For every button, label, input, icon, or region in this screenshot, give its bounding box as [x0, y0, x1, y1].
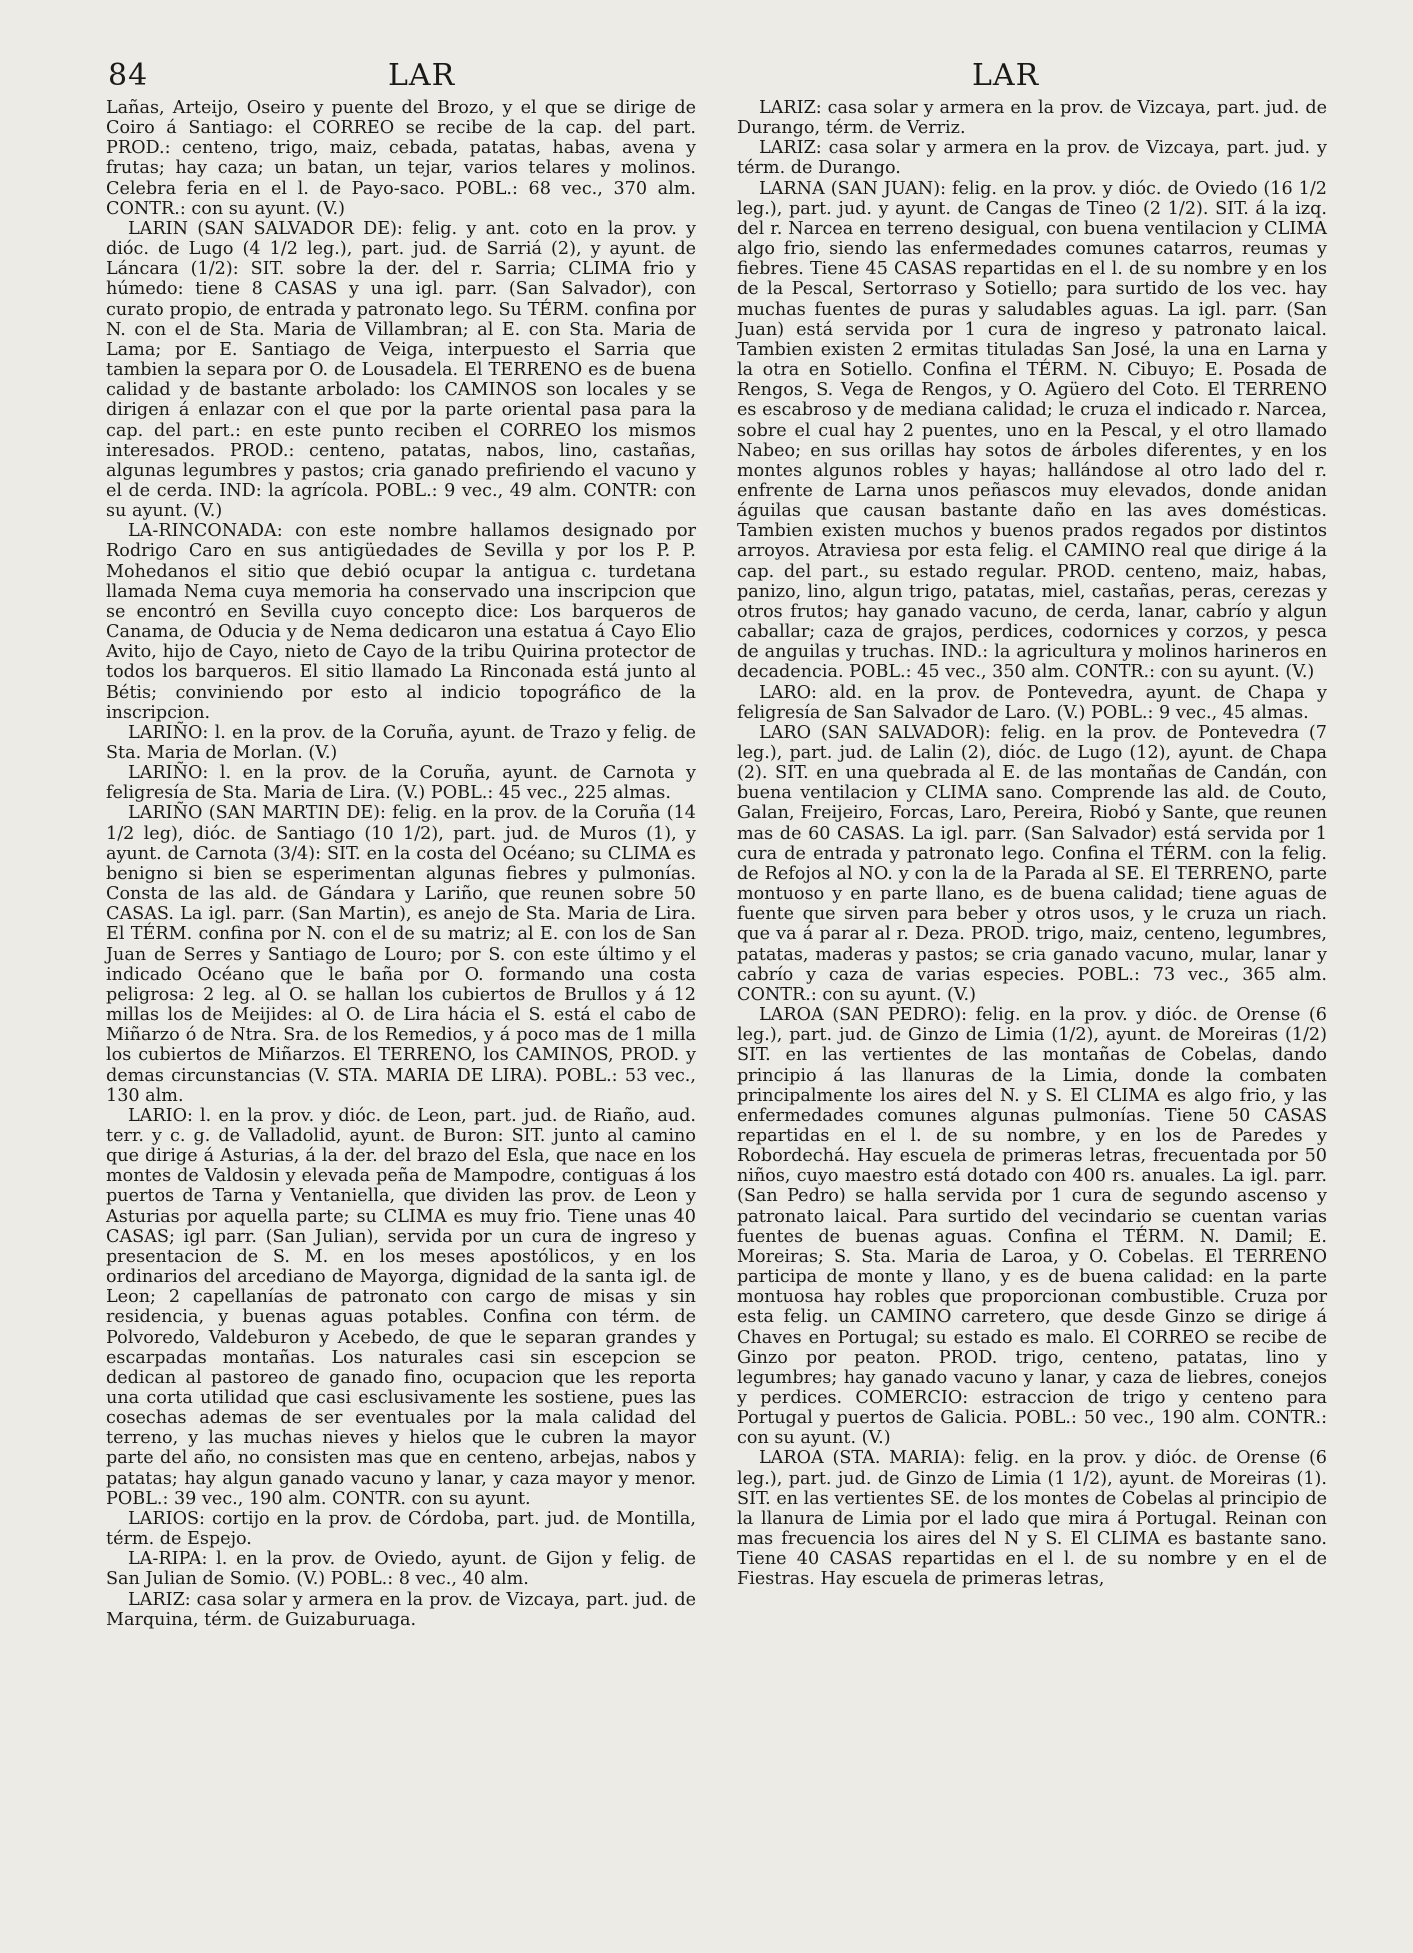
left-entry-4: LARIÑO: l. en la prov. de la Coruña, ayunt. de Carnota y feligresía de Sta. Maria de Lira. (V.) POBL.: 45 vec., 225 almas. [106, 763, 696, 804]
right-entry-6: LAROA (STA. MARIA): felig. en la prov. y dióc. de Orense (6 leg.), part. jud. de Ginzo de Limia (1 1/2), ayunt. de Moreiras (1). SIT. en las vertientes SE. de los montes de Cobelas al principio de la llanura de Limia por el lado que mira á Portugal. Reinan con mas frecuencia los aires del N y S. El CLIMA es bastante sano. Tiene 40 CASAS repartidas en el l. de su nombre y en el de Fiestras. Hay escuela de primeras letras, [737, 1448, 1327, 1590]
right-entry-5: LAROA (SAN PEDRO): felig. en la prov. y dióc. de Orense (6 leg.), part. jud. de Ginzo de Limia (1/2), ayunt. de Moreiras (1/2) SIT. en las vertientes de las montañas de Cobelas, dando principio á las llanuras de la Limia, donde la combaten principalmente los aires del N. y S. El CLIMA es algo frio, y las enfermedades comunes algunas pulmonías. Tiene 50 CASAS repartidas en el l. de su nombre, y en los de Paredes y Robordechá. Hay escuela de primeras letras, frecuentada por 50 niños, cuyo maestro está dotado con 400 rs. anuales. La igl. parr. (San Pedro) se halla servida por 1 cura de segundo ascenso y patronato laical. Para surtido del vecindario se cuentan varias fuentes de buenas aguas. Confina el TÉRM. N. Damil; E. Moreiras; S. Sta. Maria de Laroa, y O. Cobelas. El TERRENO participa de monte y llano, y es de buena calidad: en la parte montuosa hay robles que proporcionan combustible. Cruza por esta felig. un CAMINO carretero, que desde Ginzo se dirige á Chaves en Portugal; su estado es malo. El CORREO se recibe de Ginzo por peaton. PROD. trigo, centeno, patatas, lino y legumbres; hay ganado vacuno y lanar, y caza de liebres, conejos y perdices. COMERCIO: estraccion de trigo y centeno para Portugal y puertos de Galicia. POBL.: 50 vec., 190 alm. CONTR.: con su ayunt. (V.) [737, 1005, 1327, 1449]
left-entry-9: LARIZ: casa solar y armera en la prov. de Vizcaya, part. jud. de Marquina, térm. de Guizaburuaga. [106, 1589, 696, 1630]
right-entry-4: LARO (SAN SALVADOR): felig. en la prov. de Pontevedra (7 leg.), part. jud. de Lalin (2), dióc. de Lugo (12), ayunt. de Chapa (2). SIT. en una quebrada al E. de las montañas de Candán, con buena ventilacion y CLIMA sano. Comprende las ald. de Couto, Galan, Freijeiro, Forcas, Laro, Pereira, Riobó y Sante, que reunen mas de 60 CASAS. La igl. parr. (San Salvador) está servida por 1 cura de entrada y patronato lego. Confina el TÉRM. con la felig. de Refojos al NO. y con la de la Parada al SE. El TERRENO, parte montuoso y en parte llano, es de buena calidad; tiene aguas de fuente que sirven para beber y otros usos, y le cruza un riach. que va á parar al r. Deza. PROD. trigo, maiz, centeno, legumbres, patatas, maderas y pastos; se cria ganado vacuno, mular, lanar y cabrío y caza de varias especies. POBL.: 73 vec., 365 alm. CONTR.: con su ayunt. (V.) [737, 722, 1327, 1005]
left-column [106, 98, 696, 1630]
left-entry-6: LARIO: l. en la prov. y dióc. de Leon, part. jud. de Riaño, aud. terr. y c. g. de Valladolid, ayunt. de Buron: SIT. junto al camino que dirige á Asturias, á la der. del brazo del Esla, que nace en los montes de Valdosin y elevada peña de Mampodre, contiguas á los puertos de Tarna y Ventaniella, que dividen las prov. de Leon y Asturias por aquella parte; su CLIMA es muy frio. Tiene unas 40 CASAS; igl parr. (San Julian), servida por un cura de ingreso y presentacion de S. M. en los meses apostólicos, y en los ordinarios del arcediano de Mayorga, dignidad de la santa igl. de Leon; 2 capellanías de patronato con cargo de misas y sin residencia, y buenas aguas potables. Confina con térm. de Polvoredo, Valdeburon y Acebedo, de que le separan grandes y escarpadas montañas. Los naturales casi sin escepcion se dedican al pastoreo de ganado fino, ocupacion que les reporta una corta utilidad que casi esclusivamente les sostiene, pues las cosechas ademas de ser eventuales por la mala calidad del terreno, y las muchas nieves y hielos que le cubren la mayor parte del año, no consisten mas que en centeno, arbejas, nabos y patatas; hay algun ganado vacuno y lanar, y caza mayor y menor. POBL.: 39 vec., 190 alm. CONTR. con su ayunt. [106, 1105, 696, 1509]
left-entry-7: LARIOS: cortijo en la prov. de Córdoba, part. jud. de Montilla, térm. de Espejo. [106, 1508, 696, 1550]
right-entry-1: LARIZ: casa solar y armera en la prov. de Vizcaya, part. jud. y térm. de Durango. [737, 138, 1327, 179]
left-entry-2: LA-RINCONADA: con este nombre hallamos designado por Rodrigo Caro en sus antigüedades de Sevilla y por los P. P. Mohedanos el sitio que debió ocupar la antigua c. turdetana llamada Nema cuya memoria ha conservado una inscripcion que se encontró en Sevilla cuyo concepto dice: Los barqueros de Canama, de Oducia y de Nema dedicaron una estatua á Cayo Elio Avito, hijo de Cayo, nieto de Cayo de la tribu Quirina protector de todos los barqueros. El sitio llamado La Rinconada está junto al Bétis; conviniendo por esto al indicio topográfico de la inscripcion. [106, 521, 696, 723]
left-entry-5: LARIÑO (SAN MARTIN DE): felig. en la prov. de la Coruña (14 1/2 leg), dióc. de Santiago (10 1/2), part. jud. de Muros (1), y ayunt. de Carnota (3/4): SIT. en la costa del Océano; su CLIMA es benigno si bien se esperimentan algunas fiebres y pulmonías. Consta de las ald. de Gándara y Lariño, que reunen sobre 50 CASAS. La igl. parr. (San Martin), es anejo de Sta. Maria de Lira. El TÉRM. confina por N. con el de su matriz; al E. con los de San Juan de Serres y Santiago de Louro; por S. con este último y el indicado Océano que le baña por O. formando una costa peligrosa: 2 leg. al O. se hallan los cubiertos de Brullos y á 12 millas los de Meijides: al O. de Lira hácia el S. está el cabo de Miñarzo ó de Ntra. Sra. de los Remedios, y á poco mas de 1 milla los cubiertos de Miñarzos. El TERRENO, los CAMINOS, PROD. y demas circunstancias (V. STA. MARIA DE LIRA). POBL.: 53 vec., 130 alm. [106, 803, 696, 1106]
left-running-head: LAR [388, 58, 456, 93]
right-entry-2: LARNA (SAN JUAN): felig. en la prov. y dióc. de Oviedo (16 1/2 leg.), part. jud. y ayunt. de Cangas de Tineo (2 1/2). SIT. á la izq. del r. Narcea en terreno desigual, con buena ventilacion y CLIMA algo frio, siendo las enfermedades comunes catarros, reumas y fiebres. Tiene 45 CASAS repartidas en el l. de su nombre y en los de la Pescal, Sertorraso y Sotiello; para surtido de los vec. hay muchas fuentes de puras y saludables aguas. La igl. parr. (San Juan) está servida por 1 cura de ingreso y patronato laical. Tambien existen 2 ermitas tituladas San José, la una en Larna y la otra en Sotiello. Confina el TÉRM. N. Cibuyo; E. Posada de Rengos, S. Vega de Rengos, y O. Agüero del Coto. El TERRENO es escabroso y de mediana calidad; le cruza el indicado r. Narcea, sobre el cual hay 2 puentes, uno en la Pescal, y el otro llamado Nabeo; en sus orillas hay sotos de árboles diferentes, y en los montes algunos robles y hayas; hallándose al otro lado del r. enfrente de Larna unos peñascos muy elevados, donde anidan águilas que causan bastante daño en las aves domésticas. Tambien existen muchos y buenos prados regados por distintos arroyos. Atraviesa por esta felig. el CAMINO real que dirige á la cap. del part., su estado regular. PROD. centeno, maiz, habas, panizo, lino, algun trigo, patatas, miel, castañas, peras, cerezas y otros frutos; hay ganado vacuno, de cerda, lanar, cabrío y algun caballar; caza de grajos, perdices, codornices y corzos, y pesca de anguilas y truchas. IND.: la agricultura y molinos harineros en decadencia. POBL.: 45 vec., 350 alm. CONTR.: con su ayunt. (V.) [737, 178, 1327, 683]
right-column [737, 98, 1327, 1590]
left-entry-1: LARIN (SAN SALVADOR DE): felig. y ant. coto en la prov. y dióc. de Lugo (4 1/2 leg.), part. jud. de Sarriá (2), y ayunt. de Láncara (1/2): SIT. sobre la der. del r. Sarria; CLIMA frio y húmedo: tiene 8 CASAS y una igl. parr. (San Salvador), con curato propio, de entrada y patronato lego. Su TÉRM. confina por N. con el de Sta. Maria de Villambran; al E. con Sta. Maria de Lama; por E. Santiago de Veiga, interpuesto el Sarria que tambien la separa por O. de Lousadela. El TERRENO es de buena calidad y de bastante arbolado: los CAMINOS son locales y se dirigen á enlazar con el que por la parte oriental pasa para la cap. del part.: en este punto reciben el CORREO los mismos interesados. PROD.: centeno, patatas, nabos, lino, castañas, algunas legumbres y pastos; cria ganado prefiriendo el vacuno y el de cerda. IND: la agrícola. POBL.: 9 vec., 49 alm. CONTR: con su ayunt. (V.) [106, 218, 696, 522]
right-entry-0: LARIZ: casa solar y armera en la prov. de Vizcaya, part. jud. de Durango, térm. de Verriz. [737, 98, 1327, 139]
left-entry-0: Lañas, Arteijo, Oseiro y puente del Brozo, y el que se dirige de Coiro á Santiago: el CORREO se recibe de la cap. del part. PROD.: centeno, trigo, maiz, cebada, patatas, habas, avena y frutas; hay caza; un batan, un tejar, varios telares y molinos. Celebra feria en el l. de Payo-saco. POBL.: 68 vec., 370 alm. CONTR.: con su ayunt. (V.) [106, 98, 696, 219]
right-entry-3: LARO: ald. en la prov. de Pontevedra, ayunt. de Chapa y feligresía de San Salvador de Laro. (V.) POBL.: 9 vec., 45 almas. [737, 682, 1327, 723]
right-running-head: LAR [972, 58, 1040, 93]
page-number: 84 [108, 58, 149, 93]
left-entry-8: LA-RIPA: l. en la prov. de Oviedo, ayunt. de Gijon y felig. de San Julian de Somio. (V.) POBL.: 8 vec., 40 alm. [106, 1549, 696, 1590]
left-entry-3: LARIÑO: l. en la prov. de la Coruña, ayunt. de Trazo y felig. de Sta. Maria de Morlan. (V.) [106, 722, 696, 763]
